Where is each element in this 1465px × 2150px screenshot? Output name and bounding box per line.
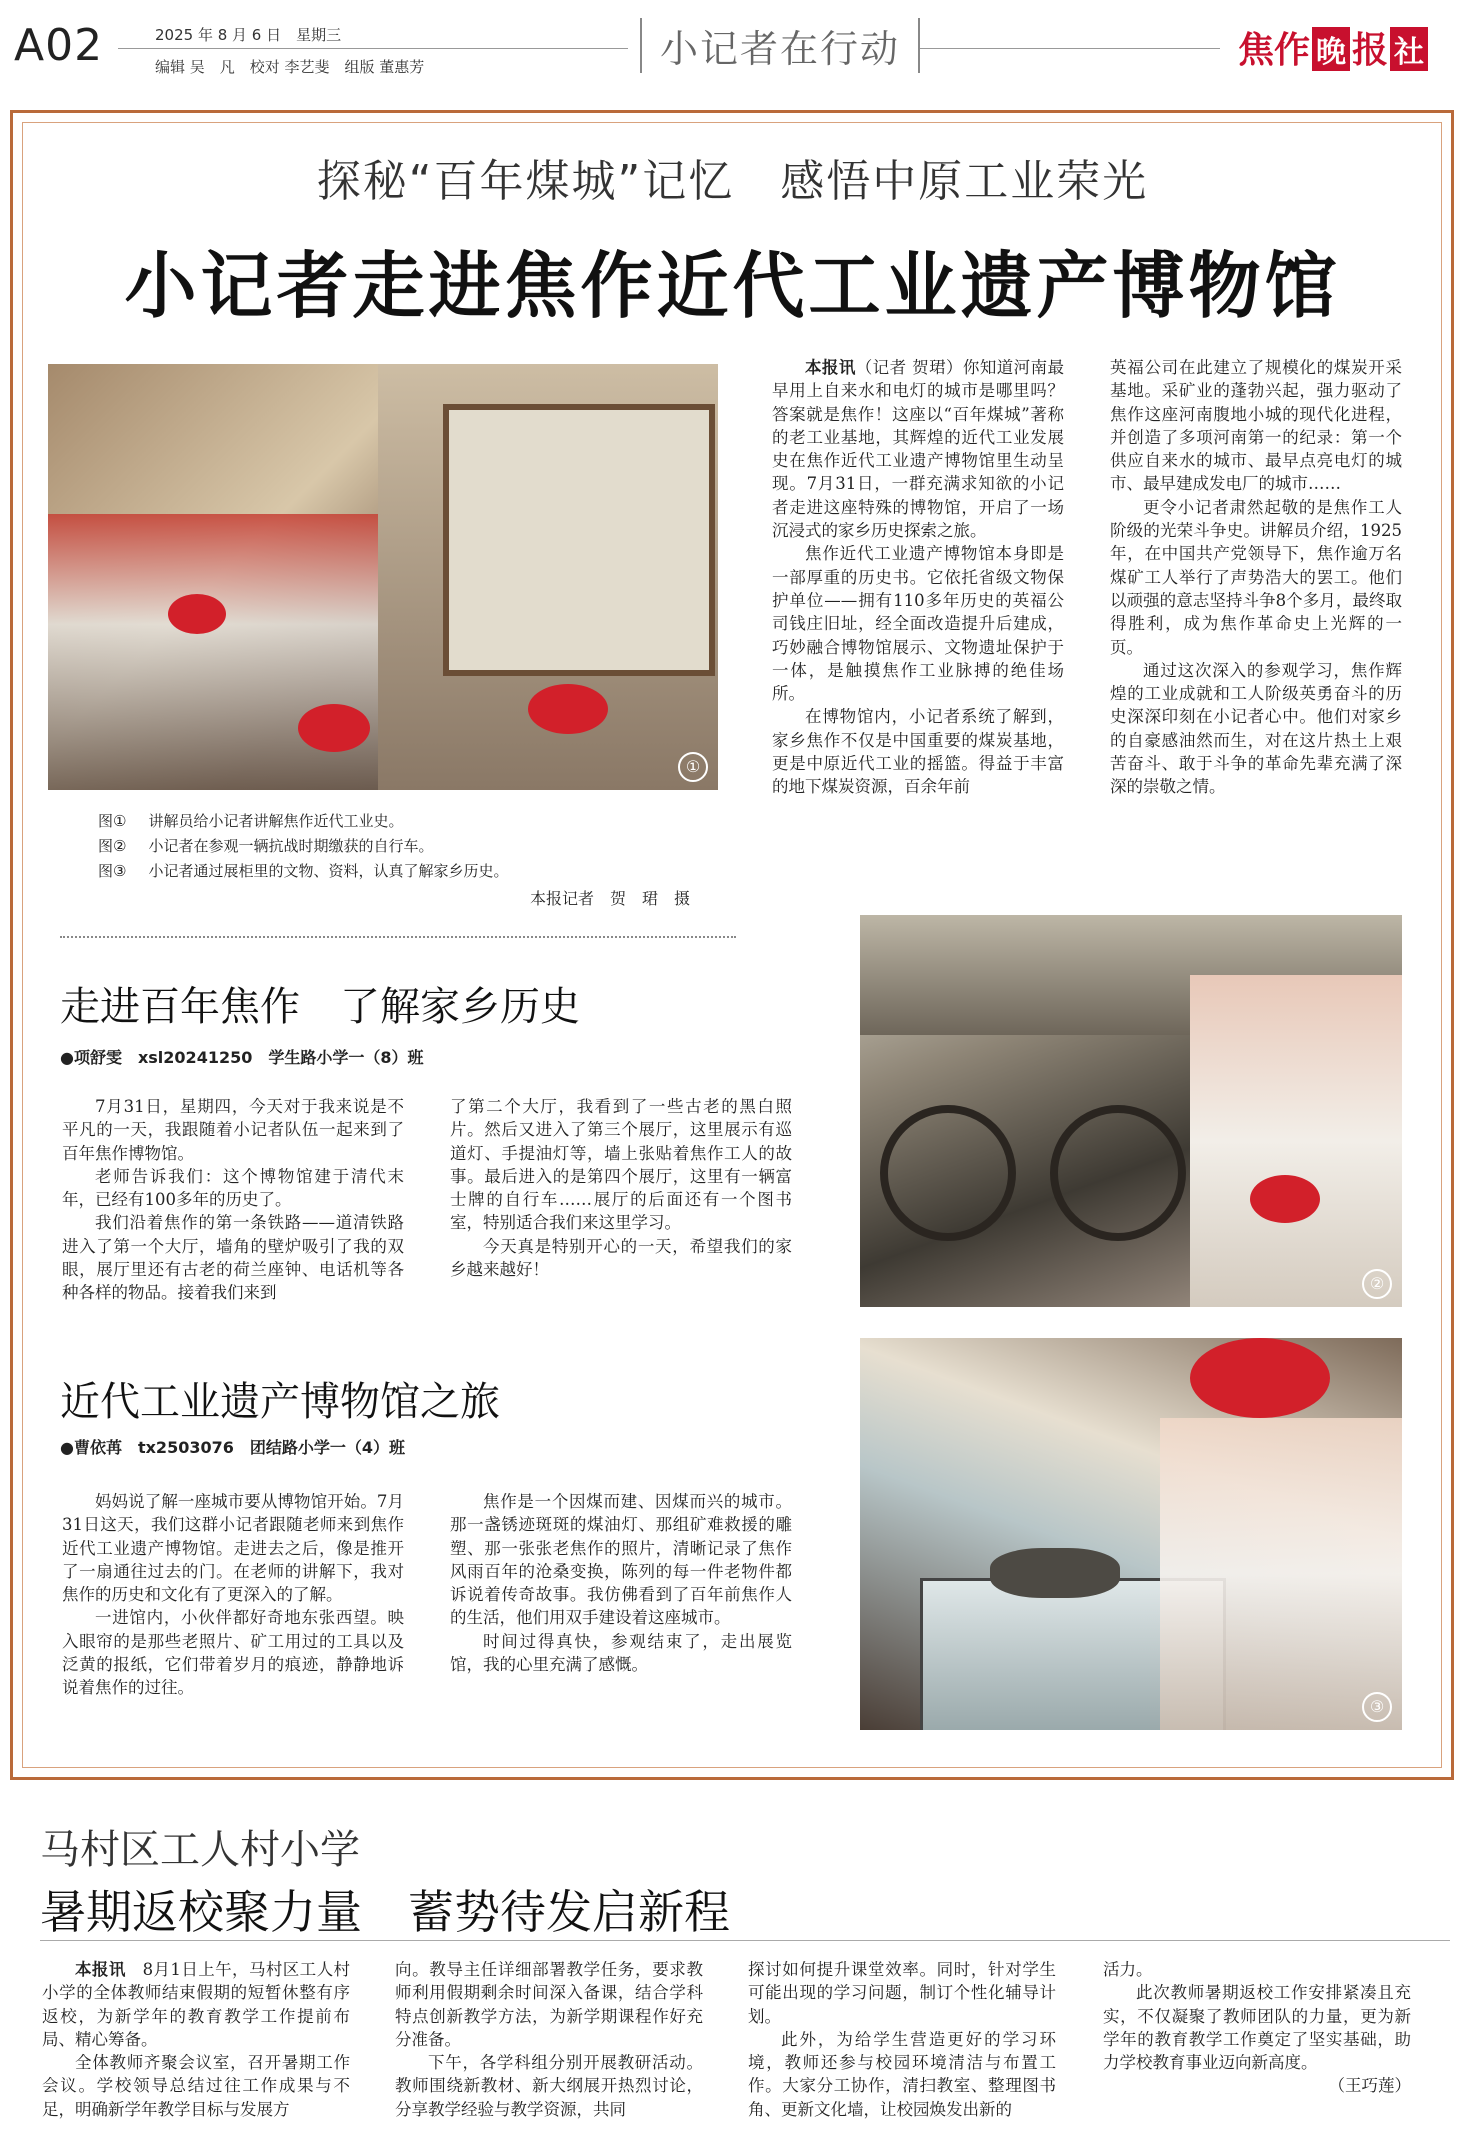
essay1-col1 [62, 1095, 404, 1305]
essay2-col2 [450, 1490, 792, 1676]
dotted-divider [60, 936, 736, 938]
logo-text-a: 焦作 [1238, 30, 1311, 71]
photo-display-case [860, 1338, 1402, 1730]
essay1-col2 [450, 1095, 792, 1281]
essay1-col2-p2: 今天真是特别开心的一天，希望我们的家乡越来越好！ [450, 1236, 792, 1280]
school-story-subhead: 马村区工人村小学 [40, 1827, 360, 1873]
school-col1-p2: 全体教师齐聚会议室，召开暑期工作会议。学校领导总结过往工作成果与不足，明确新学年教学目标与发展方 [42, 2053, 350, 2119]
masthead-rule-left [118, 48, 628, 49]
school-story-headline: 暑期返校聚力量 蓄势待发启新程 [40, 1885, 730, 1939]
logo-text-d: 社 [1390, 27, 1428, 71]
school-col1 [42, 1958, 350, 2121]
photo-bicycle [860, 915, 1402, 1307]
school-col3-p1: 探讨如何提升课堂效率。同时，针对学生可能出现的学习问题，制订个性化辅导计划。 [748, 1960, 1056, 2026]
school-col4-p1: 活力。 [1103, 1960, 1153, 1979]
school-lead-label: 本报讯 [75, 1960, 126, 1979]
caption-1 [98, 810, 403, 831]
main-subhead: 探秘“百年煤城”记忆 感悟中原工业荣光 [316, 156, 1149, 207]
essay2-col1 [62, 1490, 404, 1700]
main-story-col1 [772, 356, 1064, 799]
school-col4 [1103, 1958, 1411, 2098]
masthead-staff: 编辑 吴 凡 校对 李艺斐 组版 董惠芳 [155, 58, 425, 76]
school-col1-p1 [42, 1958, 350, 2051]
photo-number-3: ③ [1362, 1692, 1392, 1722]
masthead-rule-right [920, 48, 1220, 49]
essay2-col2-p2: 时间过得真快，参观结束了，走出展览馆，我的心里充满了感慨。 [450, 1631, 792, 1675]
school-col2-p2: 下午，各学科组分别开展教研活动。教师围绕新教材、新大纲展开热烈讨论，分享教学经验与教学资源，共同 [395, 2053, 703, 2119]
photo-number-1: ① [678, 752, 708, 782]
logo-text-c: 报 [1352, 30, 1389, 71]
essay1-col2-p1: 了第二个大厅，我看到了一些古老的黑白照片。然后又进入了第三个展厅，这里展示有巡道灯、手提油灯等，墙上张贴着焦作工人的故事。最后进入的是第四个展厅，这里有一辆富士牌的自行车……展厅的后面还有一个图书室，特别适合我们来这里学习。 [450, 1097, 792, 1233]
school-col3-p2: 此外，为给学生营造更好的学习环境，教师还参与校园环境清洁与布置工作。大家分工协作，清扫教室、整理图书角、更新文化墙，让校园焕发出新的 [748, 2029, 1056, 2119]
essay1-byline: ●项舒雯 xsl20241250 学生路小学一（8）班 [60, 1048, 424, 1067]
caption-1-text: 讲解员给小记者讲解焦作近代工业史。 [148, 812, 404, 830]
school-col4-p2: 此次教师暑期返校工作安排紧凑且充实，不仅凝聚了教师团队的力量，更为新学年的教育教学工作奠定了坚实基础，助力学校教育事业迈向新高度。 [1103, 1983, 1411, 2073]
essay2-col2-p1: 焦作是一个因煤而建、因煤而兴的城市。那一盏锈迹斑斑的煤油灯、那组矿难救援的雕塑、那一张张老焦作的照片，清晰记录了焦作风雨百年的沧桑变换，陈列的每一件老物件都诉说着传奇故事。我仿佛看到了百年前焦作人的生活，他们用双手建设着这座城市。 [450, 1492, 792, 1628]
essay2-col1-p2: 一进馆内，小伙伴都好奇地东张西望。映入眼帘的是那些老照片、矿工用过的工具以及泛黄的报纸，它们带着岁月的痕迹，静静地诉说着焦作的过往。 [62, 1608, 404, 1698]
school-col3 [748, 1958, 1056, 2121]
main-col1-p1-text: （记者 贺珺）你知道河南最早用上自来水和电灯的城市是哪里吗？答案就是焦作！这座以“百年煤城”著称的老工业基地，其辉煌的近代工业发展史在焦作近代工业遗产博物馆里生动呈现。7月31日，一群充满求知欲的小记者走进这座特殊的博物馆，开启了一场沉浸式的家乡历史探索之旅。 [772, 358, 1064, 541]
caption-3-text: 小记者通过展柜里的文物、资料，认真了解家乡历史。 [148, 862, 509, 880]
main-col2-p1: 英福公司在此建立了规模化的煤炭开采基地。采矿业的蓬勃兴起，强力驱动了焦作这座河南腹地小城的现代化进程，并创造了多项河南第一的纪录：第一个供应自来水的城市、最早点亮电灯的城市、最早建成发电厂的城市…… [1110, 358, 1402, 494]
main-col2-p3: 通过这次深入的参观学习，焦作辉煌的工业成就和工人阶级英勇奋斗的历史深深印刻在小记者心中。他们对家乡的自豪感油然而生，对在这片热土上艰苦奋斗、敢于斗争的革命先辈充满了深深的崇敬之情。 [1110, 660, 1402, 797]
main-lead-label: 本报讯 [805, 358, 856, 377]
school-author: （王巧莲） [1328, 2076, 1411, 2096]
caption-2 [98, 835, 433, 856]
essay1-col1-p3: 我们沿着焦作的第一条铁路——道清铁路进入了第一个大厅，墙角的壁炉吸引了我的双眼，展厅里还有古老的荷兰座钟、电话机等各种各样的物品。接着我们来到 [62, 1213, 404, 1303]
main-col1-p3: 在博物馆内，小记者系统了解到，家乡焦作不仅是中国重要的煤炭基地，更是中原近代工业的摇篮。得益于丰富的地下煤炭资源，百余年前 [772, 707, 1064, 797]
photo-guide-explaining [48, 364, 718, 790]
main-story-col2 [1110, 356, 1402, 799]
main-col2-p2: 更令小记者肃然起敬的是焦作工人阶级的光荣斗争史。讲解员介绍，1925年，在中国共产党领导下，焦作逾万名煤矿工人举行了声势浩大的罢工。他们以顽强的意志坚持斗争8个多月，最终取得胜利，成为焦作革命史上光辉的一页。 [1110, 497, 1402, 657]
essay1-col1-p2: 老师告诉我们：这个博物馆建于清代末年，已经有100多年的历史了。 [62, 1166, 404, 1210]
masthead-date: 2025 年 8 月 6 日 星期三 [155, 26, 342, 44]
school-col2-p1: 向。教导主任详细部署教学任务，要求教师利用假期剩余时间深入备课，结合学科特点创新教学方法，为新学期课程作好充分准备。 [395, 1960, 703, 2049]
caption-3 [98, 860, 508, 881]
caption-2-text: 小记者在参观一辆抗战时期缴获的自行车。 [148, 837, 434, 855]
main-headline: 小记者走进焦作近代工业遗产博物馆 [124, 244, 1341, 328]
main-col1-p1 [772, 356, 1064, 542]
column-title: 小记者在行动 [640, 18, 920, 73]
photo-number-2: ② [1362, 1269, 1392, 1299]
school-col2 [395, 1958, 703, 2121]
caption-3-label: 图③ [98, 862, 127, 880]
school-story-rule [40, 1940, 1450, 1941]
newspaper-logo [1238, 22, 1430, 73]
essay1-title: 走进百年焦作 了解家乡历史 [60, 984, 580, 1030]
caption-2-label: 图② [98, 837, 127, 855]
logo-text-b: 晚 [1312, 27, 1350, 71]
essay1-col1-p1: 7月31日，星期四，今天对于我来说是不平凡的一天，我跟随着小记者队伍一起来到了百年焦作博物馆。 [62, 1097, 404, 1163]
essay2-byline: ●曹依苒 tx2503076 团结路小学一（4）班 [60, 1438, 405, 1457]
caption-1-label: 图① [98, 812, 127, 830]
essay2-title: 近代工业遗产博物馆之旅 [60, 1379, 500, 1425]
school-col1-p1-text: 8月1日上午，马村区工人村小学的全体教师结束假期的短暂休整有序返校，为新学年的教育教学工作提前布局、精心筹备。 [42, 1960, 350, 2049]
photo-credit: 本报记者 贺 珺 摄 [530, 889, 691, 908]
essay2-col1-p1: 妈妈说了解一座城市要从博物馆开始。7月31日这天，我们这群小记者跟随老师来到焦作近代工业遗产博物馆。走进去之后，像是推开了一扇通往过去的门。在老师的讲解下，我对焦作的历史和文化有了更深入的了解。 [62, 1492, 404, 1605]
main-col1-p2: 焦作近代工业遗产博物馆本身即是一部厚重的历史书。它依托省级文物保护单位——拥有110多年历史的英福公司钱庄旧址，经全面改造提升后建成，巧妙融合博物馆展示、文物遗址保护于一体，是触摸焦作工业脉搏的绝佳场所。 [772, 544, 1064, 704]
page-number: A02 [14, 20, 104, 71]
